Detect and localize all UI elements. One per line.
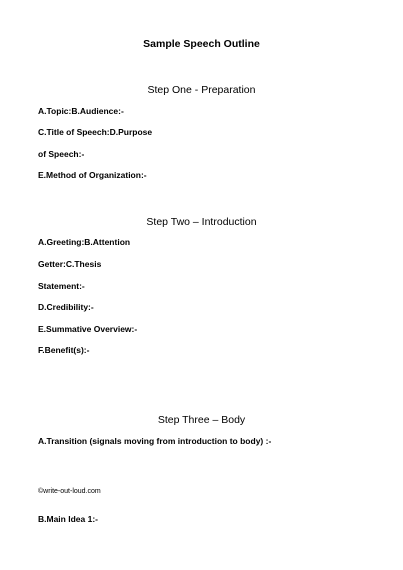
outline-line: A.Greeting:B.Attention [38,237,131,247]
outline-line: Statement:- [38,281,85,291]
section-heading-body: Step Three – Body [157,414,246,426]
outline-line: F.Benefit(s):- [38,345,90,355]
outline-line: D.Credibility:- [38,302,94,312]
outline-line: C.Title of Speech:D.Purpose [38,127,153,137]
copyright-footer: ©write-out-loud.com [38,488,101,495]
section-heading-introduction: Step Two – Introduction [146,216,257,228]
outline-line: E.Summative Overview:- [38,324,138,334]
document-title: Sample Speech Outline [143,38,260,50]
outline-line: of Speech:- [38,149,85,159]
outline-line: E.Method of Organization:- [38,170,147,180]
outline-line: A.Topic:B.Audience:- [38,106,124,116]
outline-line: B.Main Idea 1:- [38,514,98,524]
outline-line: Getter:C.Thesis [38,259,102,269]
outline-line: A.Transition (signals moving from introduction to body) :- [38,436,272,446]
section-heading-preparation: Step One - Preparation [147,84,256,96]
